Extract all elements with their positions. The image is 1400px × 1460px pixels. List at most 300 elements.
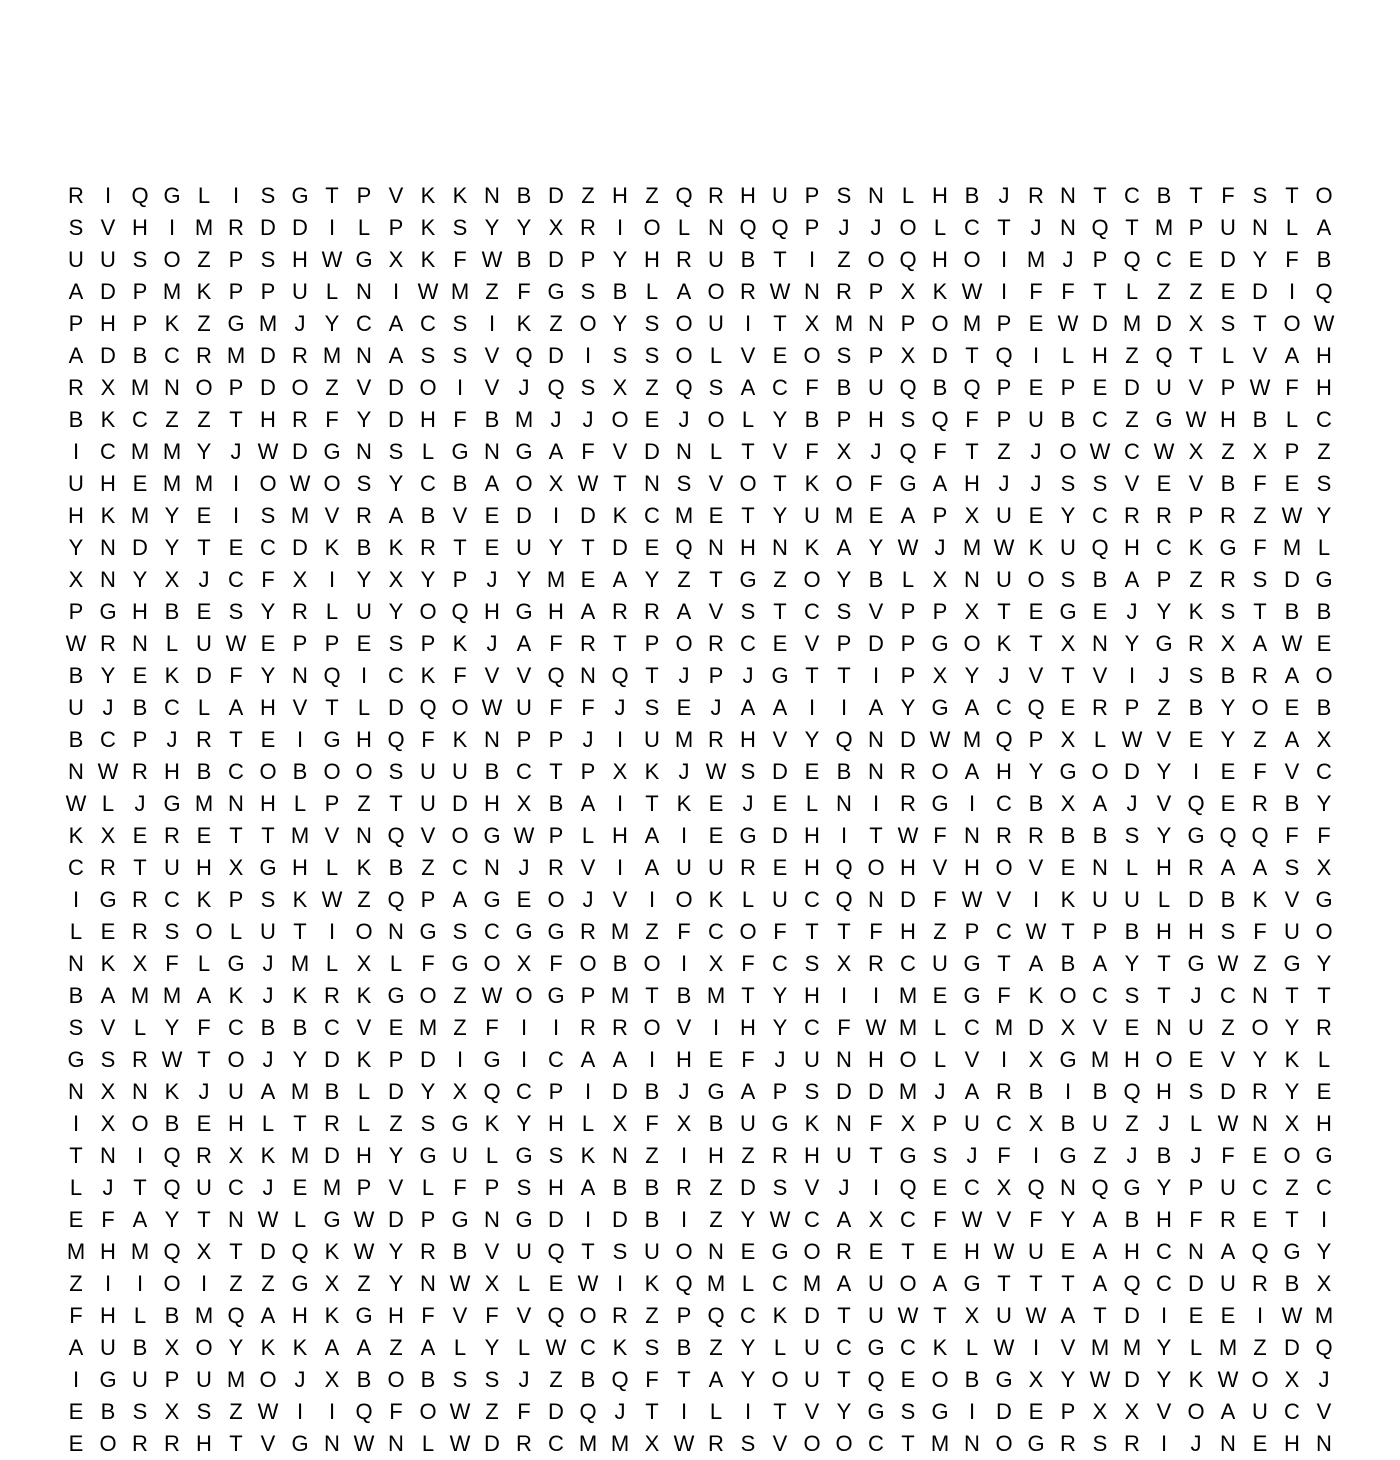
letter-cell[interactable]: Z: [165, 407, 179, 432]
letter-cell[interactable]: I: [296, 727, 304, 752]
letter-cell[interactable]: H: [260, 791, 276, 816]
letter-cell[interactable]: W: [1249, 375, 1271, 400]
letter-cell[interactable]: U: [1220, 215, 1236, 240]
letter-cell[interactable]: Z: [645, 1303, 659, 1328]
letter-cell[interactable]: E: [132, 663, 148, 688]
letter-cell[interactable]: P: [1188, 503, 1204, 528]
letter-cell[interactable]: X: [868, 1207, 884, 1232]
letter-cell[interactable]: Q: [1315, 1335, 1333, 1360]
letter-cell[interactable]: Y: [132, 567, 148, 592]
letter-cell[interactable]: R: [68, 183, 84, 208]
letter-cell[interactable]: E: [708, 791, 724, 816]
letter-cell[interactable]: T: [581, 1239, 595, 1264]
letter-cell[interactable]: R: [900, 759, 916, 784]
letter-cell[interactable]: Z: [1253, 503, 1267, 528]
letter-cell[interactable]: G: [995, 1367, 1013, 1392]
letter-cell[interactable]: S: [132, 247, 148, 272]
letter-cell[interactable]: N: [228, 791, 244, 816]
letter-cell[interactable]: G: [1059, 759, 1077, 784]
letter-cell[interactable]: F: [837, 1015, 851, 1040]
letter-cell[interactable]: F: [389, 1399, 403, 1424]
letter-cell[interactable]: Z: [357, 887, 371, 912]
letter-cell[interactable]: W: [961, 887, 983, 912]
letter-cell[interactable]: G: [419, 1143, 437, 1168]
letter-cell[interactable]: H: [164, 759, 180, 784]
letter-cell[interactable]: T: [293, 919, 307, 944]
letter-cell[interactable]: B: [132, 695, 148, 720]
letter-cell[interactable]: C: [868, 1431, 884, 1456]
letter-cell[interactable]: E: [708, 1047, 724, 1072]
letter-cell[interactable]: J: [1030, 215, 1042, 240]
letter-cell[interactable]: H: [1316, 375, 1332, 400]
letter-cell[interactable]: P: [324, 791, 340, 816]
letter-cell[interactable]: X: [1060, 791, 1076, 816]
letter-cell[interactable]: G: [1283, 1239, 1301, 1264]
letter-cell[interactable]: A: [100, 983, 116, 1008]
letter-cell[interactable]: G: [483, 887, 501, 912]
letter-cell[interactable]: P: [868, 343, 884, 368]
letter-cell[interactable]: M: [290, 823, 310, 848]
letter-cell[interactable]: E: [1028, 503, 1044, 528]
letter-cell[interactable]: A: [1220, 855, 1236, 880]
letter-cell[interactable]: V: [484, 663, 500, 688]
letter-cell[interactable]: O: [675, 343, 693, 368]
letter-cell[interactable]: I: [552, 1015, 560, 1040]
letter-cell[interactable]: L: [741, 407, 755, 432]
letter-cell[interactable]: C: [100, 439, 116, 464]
letter-cell[interactable]: G: [739, 823, 757, 848]
letter-cell[interactable]: F: [485, 1015, 499, 1040]
letter-cell[interactable]: J: [582, 727, 594, 752]
letter-cell[interactable]: U: [452, 759, 468, 784]
letter-cell[interactable]: L: [1221, 343, 1235, 368]
letter-cell[interactable]: W: [769, 1207, 791, 1232]
letter-cell[interactable]: T: [837, 919, 851, 944]
letter-cell[interactable]: X: [836, 439, 852, 464]
letter-cell[interactable]: E: [932, 983, 948, 1008]
letter-cell[interactable]: D: [452, 791, 468, 816]
letter-cell[interactable]: A: [836, 1207, 852, 1232]
letter-cell[interactable]: S: [1092, 1431, 1108, 1456]
letter-cell[interactable]: J: [262, 951, 274, 976]
letter-cell[interactable]: C: [1156, 1271, 1172, 1296]
letter-cell[interactable]: Z: [581, 183, 595, 208]
letter-cell[interactable]: T: [229, 1239, 243, 1264]
letter-cell[interactable]: S: [580, 279, 596, 304]
letter-cell[interactable]: H: [548, 1111, 564, 1136]
letter-cell[interactable]: F: [549, 695, 563, 720]
letter-cell[interactable]: I: [200, 1271, 208, 1296]
letter-cell[interactable]: V: [1156, 727, 1172, 752]
letter-cell[interactable]: K: [356, 1047, 372, 1072]
letter-cell[interactable]: R: [1220, 1207, 1236, 1232]
letter-cell[interactable]: K: [644, 759, 660, 784]
letter-cell[interactable]: H: [292, 1303, 308, 1328]
letter-cell[interactable]: G: [227, 311, 245, 336]
letter-cell[interactable]: J: [198, 1079, 210, 1104]
letter-cell[interactable]: V: [1156, 791, 1172, 816]
letter-cell[interactable]: R: [708, 631, 724, 656]
letter-cell[interactable]: G: [451, 951, 469, 976]
letter-cell[interactable]: O: [675, 887, 693, 912]
letter-cell[interactable]: M: [194, 215, 214, 240]
letter-cell[interactable]: V: [612, 887, 628, 912]
letter-cell[interactable]: M: [290, 1143, 310, 1168]
letter-cell[interactable]: I: [328, 215, 336, 240]
letter-cell[interactable]: J: [294, 1367, 306, 1392]
letter-cell[interactable]: G: [483, 1047, 501, 1072]
letter-cell[interactable]: N: [292, 663, 308, 688]
letter-cell[interactable]: A: [708, 1367, 724, 1392]
letter-cell[interactable]: Q: [739, 215, 757, 240]
letter-cell[interactable]: Q: [995, 343, 1013, 368]
letter-cell[interactable]: M: [834, 503, 854, 528]
letter-cell[interactable]: U: [132, 1367, 148, 1392]
letter-cell[interactable]: S: [1220, 919, 1236, 944]
letter-cell[interactable]: P: [996, 311, 1012, 336]
letter-cell[interactable]: F: [101, 1207, 115, 1232]
letter-cell[interactable]: R: [132, 919, 148, 944]
letter-cell[interactable]: Q: [1251, 823, 1269, 848]
letter-cell[interactable]: T: [677, 1367, 691, 1392]
letter-cell[interactable]: T: [261, 823, 275, 848]
letter-cell[interactable]: R: [1028, 823, 1044, 848]
letter-cell[interactable]: H: [132, 599, 148, 624]
letter-cell[interactable]: J: [870, 215, 882, 240]
letter-cell[interactable]: Q: [579, 1399, 597, 1424]
letter-cell[interactable]: N: [836, 791, 852, 816]
letter-cell[interactable]: L: [357, 1079, 371, 1104]
letter-cell[interactable]: N: [868, 311, 884, 336]
letter-cell[interactable]: S: [260, 503, 276, 528]
letter-cell[interactable]: Z: [1125, 343, 1139, 368]
letter-cell[interactable]: A: [516, 631, 532, 656]
letter-cell[interactable]: T: [965, 343, 979, 368]
letter-cell[interactable]: K: [676, 791, 692, 816]
letter-cell[interactable]: K: [260, 1143, 276, 1168]
letter-cell[interactable]: F: [421, 1303, 435, 1328]
letter-cell[interactable]: Z: [1189, 279, 1203, 304]
letter-cell[interactable]: Q: [675, 183, 693, 208]
letter-cell[interactable]: I: [72, 439, 80, 464]
letter-cell[interactable]: Z: [389, 1111, 403, 1136]
letter-cell[interactable]: C: [900, 951, 916, 976]
letter-cell[interactable]: S: [260, 247, 276, 272]
letter-cell[interactable]: X: [548, 215, 564, 240]
letter-cell[interactable]: L: [101, 791, 115, 816]
letter-cell[interactable]: L: [421, 439, 435, 464]
letter-cell[interactable]: S: [580, 375, 596, 400]
letter-cell[interactable]: I: [520, 1047, 528, 1072]
letter-cell[interactable]: F: [805, 439, 819, 464]
letter-cell[interactable]: F: [741, 951, 755, 976]
letter-cell[interactable]: D: [580, 503, 596, 528]
letter-cell[interactable]: L: [133, 1015, 147, 1040]
letter-cell[interactable]: G: [259, 855, 277, 880]
letter-cell[interactable]: H: [356, 1143, 372, 1168]
letter-cell[interactable]: W: [1153, 439, 1175, 464]
letter-cell[interactable]: X: [1252, 439, 1268, 464]
letter-cell[interactable]: V: [1092, 1015, 1108, 1040]
letter-cell[interactable]: L: [901, 183, 915, 208]
letter-cell[interactable]: F: [1285, 375, 1299, 400]
letter-cell[interactable]: J: [1062, 247, 1074, 272]
letter-cell[interactable]: R: [868, 951, 884, 976]
letter-cell[interactable]: X: [100, 823, 116, 848]
letter-cell[interactable]: N: [484, 855, 500, 880]
letter-cell[interactable]: C: [804, 599, 820, 624]
letter-cell[interactable]: V: [676, 1015, 692, 1040]
letter-cell[interactable]: P: [260, 279, 276, 304]
letter-cell[interactable]: H: [260, 695, 276, 720]
letter-cell[interactable]: M: [1314, 1303, 1334, 1328]
letter-cell[interactable]: E: [1060, 855, 1076, 880]
letter-cell[interactable]: X: [1284, 1111, 1300, 1136]
letter-cell[interactable]: E: [292, 1175, 308, 1200]
letter-cell[interactable]: P: [548, 727, 564, 752]
letter-cell[interactable]: D: [548, 1399, 564, 1424]
letter-cell[interactable]: H: [228, 1111, 244, 1136]
letter-cell[interactable]: C: [1156, 535, 1172, 560]
letter-cell[interactable]: G: [547, 279, 565, 304]
letter-cell[interactable]: S: [1220, 311, 1236, 336]
letter-cell[interactable]: C: [804, 887, 820, 912]
letter-cell[interactable]: C: [964, 1015, 980, 1040]
letter-cell[interactable]: D: [420, 1047, 436, 1072]
letter-cell[interactable]: I: [616, 1271, 624, 1296]
letter-cell[interactable]: S: [100, 1047, 116, 1072]
letter-cell[interactable]: E: [1220, 759, 1236, 784]
letter-cell[interactable]: C: [1156, 1239, 1172, 1264]
letter-cell[interactable]: D: [548, 343, 564, 368]
letter-cell[interactable]: P: [1124, 695, 1140, 720]
letter-cell[interactable]: S: [1220, 599, 1236, 624]
letter-cell[interactable]: E: [484, 503, 500, 528]
letter-cell[interactable]: H: [196, 1431, 212, 1456]
letter-cell[interactable]: H: [740, 183, 756, 208]
letter-cell[interactable]: G: [483, 823, 501, 848]
letter-cell[interactable]: R: [1252, 791, 1268, 816]
letter-cell[interactable]: A: [1092, 1239, 1108, 1264]
letter-cell[interactable]: P: [996, 407, 1012, 432]
letter-cell[interactable]: W: [225, 631, 247, 656]
letter-cell[interactable]: Y: [356, 567, 372, 592]
letter-cell[interactable]: W: [1217, 1367, 1239, 1392]
letter-cell[interactable]: D: [772, 823, 788, 848]
letter-cell[interactable]: B: [804, 407, 820, 432]
letter-cell[interactable]: T: [613, 631, 627, 656]
letter-cell[interactable]: J: [1318, 1367, 1330, 1392]
letter-cell[interactable]: A: [388, 343, 404, 368]
letter-cell[interactable]: O: [803, 1239, 821, 1264]
letter-cell[interactable]: R: [1220, 503, 1236, 528]
letter-cell[interactable]: D: [868, 631, 884, 656]
letter-cell[interactable]: O: [739, 471, 757, 496]
letter-cell[interactable]: Y: [516, 567, 532, 592]
letter-cell[interactable]: Q: [707, 1303, 725, 1328]
letter-cell[interactable]: L: [389, 951, 403, 976]
letter-cell[interactable]: O: [995, 1431, 1013, 1456]
letter-cell[interactable]: U: [644, 1239, 660, 1264]
letter-cell[interactable]: B: [1124, 919, 1140, 944]
letter-cell[interactable]: B: [68, 983, 84, 1008]
letter-cell[interactable]: X: [1316, 855, 1332, 880]
letter-cell[interactable]: L: [69, 919, 83, 944]
letter-cell[interactable]: H: [1124, 1239, 1140, 1264]
letter-cell[interactable]: W: [353, 1239, 375, 1264]
letter-cell[interactable]: G: [1187, 951, 1205, 976]
letter-cell[interactable]: Z: [453, 1015, 467, 1040]
letter-cell[interactable]: Q: [1187, 791, 1205, 816]
letter-cell[interactable]: H: [356, 727, 372, 752]
letter-cell[interactable]: B: [68, 727, 84, 752]
letter-cell[interactable]: A: [836, 535, 852, 560]
letter-cell[interactable]: B: [836, 759, 852, 784]
letter-cell[interactable]: U: [452, 1143, 468, 1168]
letter-cell[interactable]: D: [1220, 1079, 1236, 1104]
letter-cell[interactable]: O: [195, 1335, 213, 1360]
letter-cell[interactable]: A: [740, 375, 756, 400]
letter-cell[interactable]: N: [964, 823, 980, 848]
letter-cell[interactable]: V: [260, 1431, 276, 1456]
letter-cell[interactable]: F: [581, 695, 595, 720]
letter-cell[interactable]: H: [964, 471, 980, 496]
letter-cell[interactable]: A: [356, 1335, 372, 1360]
letter-cell[interactable]: Y: [900, 695, 916, 720]
letter-cell[interactable]: X: [708, 951, 724, 976]
letter-cell[interactable]: B: [420, 1367, 436, 1392]
letter-cell[interactable]: B: [516, 183, 532, 208]
letter-cell[interactable]: M: [1154, 215, 1174, 240]
letter-cell[interactable]: C: [356, 311, 372, 336]
letter-cell[interactable]: W: [1089, 1367, 1111, 1392]
letter-cell[interactable]: E: [260, 727, 276, 752]
letter-cell[interactable]: W: [481, 983, 503, 1008]
letter-cell[interactable]: B: [612, 951, 628, 976]
letter-cell[interactable]: B: [1124, 1207, 1140, 1232]
letter-cell[interactable]: A: [580, 1047, 596, 1072]
letter-cell[interactable]: I: [328, 1399, 336, 1424]
letter-cell[interactable]: I: [1064, 1079, 1072, 1104]
letter-cell[interactable]: S: [612, 1239, 628, 1264]
letter-cell[interactable]: J: [870, 439, 882, 464]
letter-cell[interactable]: U: [772, 183, 788, 208]
letter-cell[interactable]: A: [772, 695, 788, 720]
letter-cell[interactable]: S: [388, 631, 404, 656]
letter-cell[interactable]: L: [741, 887, 755, 912]
letter-cell[interactable]: J: [838, 215, 850, 240]
letter-cell[interactable]: G: [323, 439, 341, 464]
letter-cell[interactable]: B: [644, 1207, 660, 1232]
letter-cell[interactable]: V: [1284, 759, 1300, 784]
letter-cell[interactable]: F: [453, 407, 467, 432]
letter-cell[interactable]: V: [1028, 663, 1044, 688]
letter-cell[interactable]: X: [1060, 727, 1076, 752]
letter-cell[interactable]: B: [1156, 1143, 1172, 1168]
letter-cell[interactable]: D: [1188, 887, 1204, 912]
letter-cell[interactable]: T: [869, 823, 883, 848]
letter-cell[interactable]: C: [772, 1271, 788, 1296]
letter-cell[interactable]: G: [1315, 887, 1333, 912]
letter-cell[interactable]: R: [100, 855, 116, 880]
letter-cell[interactable]: I: [232, 503, 240, 528]
letter-cell[interactable]: K: [516, 311, 532, 336]
letter-cell[interactable]: C: [1092, 407, 1108, 432]
letter-cell[interactable]: Q: [1123, 1079, 1141, 1104]
letter-cell[interactable]: G: [99, 1367, 117, 1392]
letter-cell[interactable]: T: [645, 983, 659, 1008]
letter-cell[interactable]: F: [965, 407, 979, 432]
letter-cell[interactable]: U: [1220, 1271, 1236, 1296]
letter-cell[interactable]: X: [388, 247, 404, 272]
letter-cell[interactable]: C: [1092, 983, 1108, 1008]
letter-cell[interactable]: O: [547, 887, 565, 912]
letter-cell[interactable]: A: [932, 471, 948, 496]
letter-cell[interactable]: A: [836, 1271, 852, 1296]
letter-cell[interactable]: G: [963, 951, 981, 976]
letter-cell[interactable]: T: [1285, 983, 1299, 1008]
letter-cell[interactable]: P: [932, 1111, 948, 1136]
letter-cell[interactable]: V: [292, 695, 308, 720]
letter-cell[interactable]: Q: [963, 375, 981, 400]
letter-cell[interactable]: B: [356, 1367, 372, 1392]
letter-cell[interactable]: F: [1253, 919, 1267, 944]
letter-cell[interactable]: N: [484, 727, 500, 752]
letter-cell[interactable]: F: [645, 1111, 659, 1136]
letter-cell[interactable]: Z: [485, 1399, 499, 1424]
letter-cell[interactable]: Q: [355, 1399, 373, 1424]
letter-cell[interactable]: P: [420, 631, 436, 656]
letter-cell[interactable]: W: [1089, 439, 1111, 464]
letter-cell[interactable]: Y: [356, 407, 372, 432]
letter-cell[interactable]: X: [996, 1175, 1012, 1200]
letter-cell[interactable]: Q: [899, 375, 917, 400]
letter-cell[interactable]: D: [324, 1047, 340, 1072]
letter-cell[interactable]: W: [993, 1239, 1015, 1264]
letter-cell[interactable]: M: [1026, 247, 1046, 272]
letter-cell[interactable]: E: [132, 471, 148, 496]
letter-cell[interactable]: T: [197, 1207, 211, 1232]
letter-cell[interactable]: H: [292, 855, 308, 880]
letter-cell[interactable]: I: [616, 727, 624, 752]
letter-cell[interactable]: Y: [164, 535, 180, 560]
letter-cell[interactable]: S: [196, 1399, 212, 1424]
letter-cell[interactable]: I: [136, 1143, 144, 1168]
letter-cell[interactable]: Q: [771, 215, 789, 240]
letter-cell[interactable]: J: [710, 695, 722, 720]
letter-cell[interactable]: V: [1156, 1399, 1172, 1424]
letter-cell[interactable]: S: [452, 215, 468, 240]
letter-cell[interactable]: E: [356, 631, 372, 656]
letter-cell[interactable]: L: [581, 823, 595, 848]
letter-cell[interactable]: J: [838, 1175, 850, 1200]
letter-cell[interactable]: S: [452, 311, 468, 336]
letter-cell[interactable]: Y: [228, 1335, 244, 1360]
letter-cell[interactable]: A: [1124, 567, 1140, 592]
letter-cell[interactable]: I: [584, 1079, 592, 1104]
letter-cell[interactable]: T: [389, 791, 403, 816]
letter-cell[interactable]: Y: [484, 215, 500, 240]
letter-cell[interactable]: N: [708, 535, 724, 560]
letter-cell[interactable]: W: [481, 695, 503, 720]
letter-cell[interactable]: U: [996, 1303, 1012, 1328]
letter-cell[interactable]: T: [229, 1431, 243, 1456]
letter-cell[interactable]: J: [582, 887, 594, 912]
letter-cell[interactable]: U: [1028, 1239, 1044, 1264]
letter-cell[interactable]: L: [357, 695, 371, 720]
letter-cell[interactable]: H: [804, 855, 820, 880]
letter-cell[interactable]: Y: [1156, 759, 1172, 784]
